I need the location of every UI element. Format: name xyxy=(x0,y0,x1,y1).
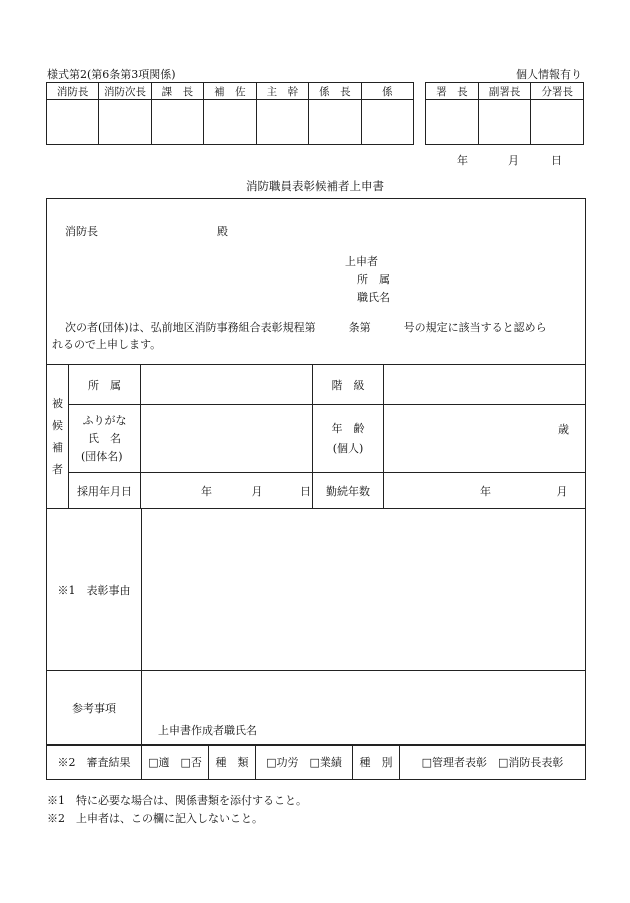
form-number: 様式第2(第6条第3項関係) xyxy=(47,68,176,81)
note-2: ※2 上申者は、この欄に記入しないこと。 xyxy=(47,812,263,825)
rank-input[interactable] xyxy=(384,365,586,405)
stamp-box[interactable] xyxy=(309,100,362,145)
rank-label: 階 級 xyxy=(313,365,384,405)
age-text: 年 齢 xyxy=(331,421,365,435)
stamp-header: 補 佐 xyxy=(204,83,257,100)
stamp-box[interactable] xyxy=(426,100,479,145)
years-service-input[interactable] xyxy=(384,473,586,509)
addressee-section xyxy=(47,199,585,365)
hire-date-input[interactable] xyxy=(141,473,313,509)
stamp-box[interactable] xyxy=(151,100,204,145)
kind-label: 種 類 xyxy=(209,745,256,779)
type-label: 種 別 xyxy=(353,745,400,779)
years-service-label: 勤続年数 xyxy=(313,473,384,509)
stamp-box[interactable] xyxy=(47,100,99,145)
stamp-header: 主 幹 xyxy=(256,83,309,100)
reason-label: ※1 表彰事由 xyxy=(47,509,142,671)
stamp-box[interactable] xyxy=(531,100,584,145)
statement-line1: 次の者(団体)は、弘前地区消防事務組合表彰規程第 条第 号の規定に該当すると認めら xyxy=(65,321,547,334)
addressee-title: 消防長 xyxy=(65,225,98,238)
side-char: 者 xyxy=(52,462,63,476)
type-options[interactable]: □管理者表彰 □消防長表彰 xyxy=(400,745,586,779)
application-form xyxy=(46,198,586,780)
stamp-box[interactable] xyxy=(478,100,531,145)
submitter-label: 上申者 xyxy=(345,255,378,268)
stamp-header: 署 長 xyxy=(426,83,479,100)
review-label: ※2 審査結果 xyxy=(47,745,142,779)
kind-options[interactable]: □功労 □業績 xyxy=(256,745,353,779)
date-year: 年 xyxy=(457,154,468,167)
fit-options[interactable]: □適 □否 xyxy=(142,745,209,779)
age-unit: 歳 xyxy=(558,422,569,436)
candidate-table xyxy=(46,364,586,509)
stamp-header: 消防長 xyxy=(47,83,99,100)
dept-input[interactable] xyxy=(141,365,313,405)
name-text: 氏 名 xyxy=(88,431,121,445)
stamp-box[interactable] xyxy=(256,100,309,145)
stamp-header: 副署長 xyxy=(478,83,531,100)
side-char: 補 xyxy=(52,440,63,454)
approval-stamp-table-left xyxy=(46,82,414,145)
statement-line2: れるので上申します。 xyxy=(52,338,162,351)
hire-day: 日 xyxy=(300,484,311,498)
personal-info-label: 個人情報有り xyxy=(516,68,582,81)
stamp-box[interactable] xyxy=(361,100,413,145)
review-table xyxy=(46,744,586,780)
service-month: 月 xyxy=(556,484,568,498)
stamp-box[interactable] xyxy=(204,100,257,145)
author-label: 上申書作成者職氏名 xyxy=(158,724,257,737)
individual-text: (個人) xyxy=(332,441,364,455)
note-1: ※1 特に必要な場合は、関係書類を添付すること。 xyxy=(47,794,307,807)
side-char: 被 xyxy=(52,396,63,410)
date-month: 月 xyxy=(508,154,519,167)
submitter-name: 職氏名 xyxy=(357,291,390,304)
reason-table xyxy=(46,508,586,745)
stamp-box[interactable] xyxy=(99,100,151,145)
date-day: 日 xyxy=(551,154,562,167)
stamp-header: 消防次長 xyxy=(99,83,151,100)
side-char: 候 xyxy=(52,418,63,432)
stamp-header: 係 長 xyxy=(309,83,362,100)
reason-input[interactable] xyxy=(142,509,586,671)
hire-year: 年 xyxy=(201,484,212,498)
reference-input[interactable] xyxy=(142,671,586,745)
addressee-honorific: 殿 xyxy=(217,225,228,238)
approval-stamp-table-right xyxy=(425,82,584,145)
name-label xyxy=(69,405,141,473)
stamp-header: 分署長 xyxy=(531,83,584,100)
hire-date-label: 採用年月日 xyxy=(69,473,141,509)
candidate-side-label xyxy=(47,365,69,509)
page-title: 消防職員表彰候補者上申書 xyxy=(246,179,384,193)
stamp-header: 課 長 xyxy=(151,83,204,100)
reference-label: 参考事項 xyxy=(47,671,142,745)
hire-month: 月 xyxy=(251,484,263,498)
furigana-label: ふりがな xyxy=(82,413,127,427)
stamp-header: 係 xyxy=(361,83,413,100)
age-label xyxy=(313,405,384,473)
submitter-dept: 所 属 xyxy=(357,273,390,286)
name-input[interactable] xyxy=(141,405,313,473)
dept-label: 所 属 xyxy=(69,365,141,405)
age-input[interactable] xyxy=(384,405,586,473)
service-year: 年 xyxy=(480,484,491,498)
group-label: (団体名) xyxy=(81,449,123,463)
